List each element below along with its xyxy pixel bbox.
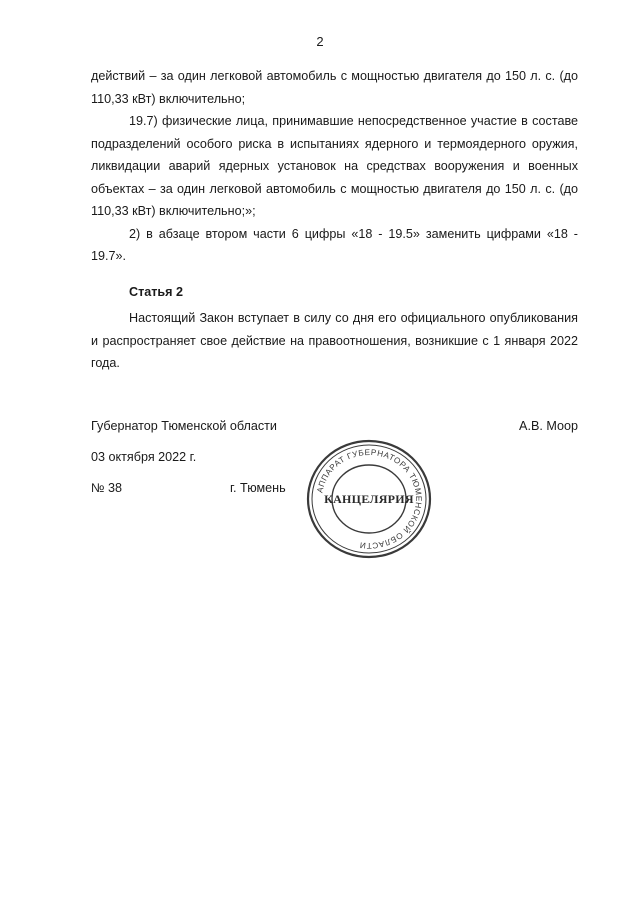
stamp-center-text: КАНЦЕЛЯРИЯ	[324, 492, 414, 506]
paragraph-item-19-7: 19.7) физические лица, принимавшие непосредственное участие в составе подразделений особого риска в испытаниях ядерного и термоядерного оружия, ликвидации аварий ядерных установок на средствах вооружения и военных объектах – за один легковой автомобиль с мощностью двигателя до 150 л. с. (до 110,33 кВт) включительно;»;	[91, 114, 578, 218]
paragraph-item-2: 2) в абзаце втором части 6 цифры «18 - 19.5» заменить цифрами «18 - 19.7».	[91, 226, 578, 263]
paragraph-article-2: Настоящий Закон вступает в силу со дня его официального опубликования и распространяет свое действие на правоотношения, возникшие с 1 января 2022 года.	[91, 311, 578, 370]
signing-date: 03 октября 2022 г.	[91, 450, 197, 464]
law-number: № 38	[91, 481, 123, 495]
signatory-title: Губернатор Тюменской области	[91, 419, 277, 433]
signatory-name: А.В. Моор	[519, 419, 578, 433]
signing-city: г. Тюмень	[230, 481, 286, 495]
stamp-ring-text: АППАРАТ ГУБЕРНАТОРА ТЮМЕНСКОЙ ОБЛАСТИ	[315, 447, 424, 551]
stamp-seal-icon	[303, 436, 435, 562]
page-number: 2	[316, 34, 324, 49]
official-stamp	[303, 436, 435, 562]
body-text-block-1	[91, 65, 578, 268]
body-text-block-2	[91, 307, 578, 375]
paragraph-continuation: действий – за один легковой автомобиль с мощностью двигателя до 150 л. с. (до 110,33 кВт) включительно;	[91, 69, 578, 106]
article-heading: Статья 2	[129, 285, 184, 299]
